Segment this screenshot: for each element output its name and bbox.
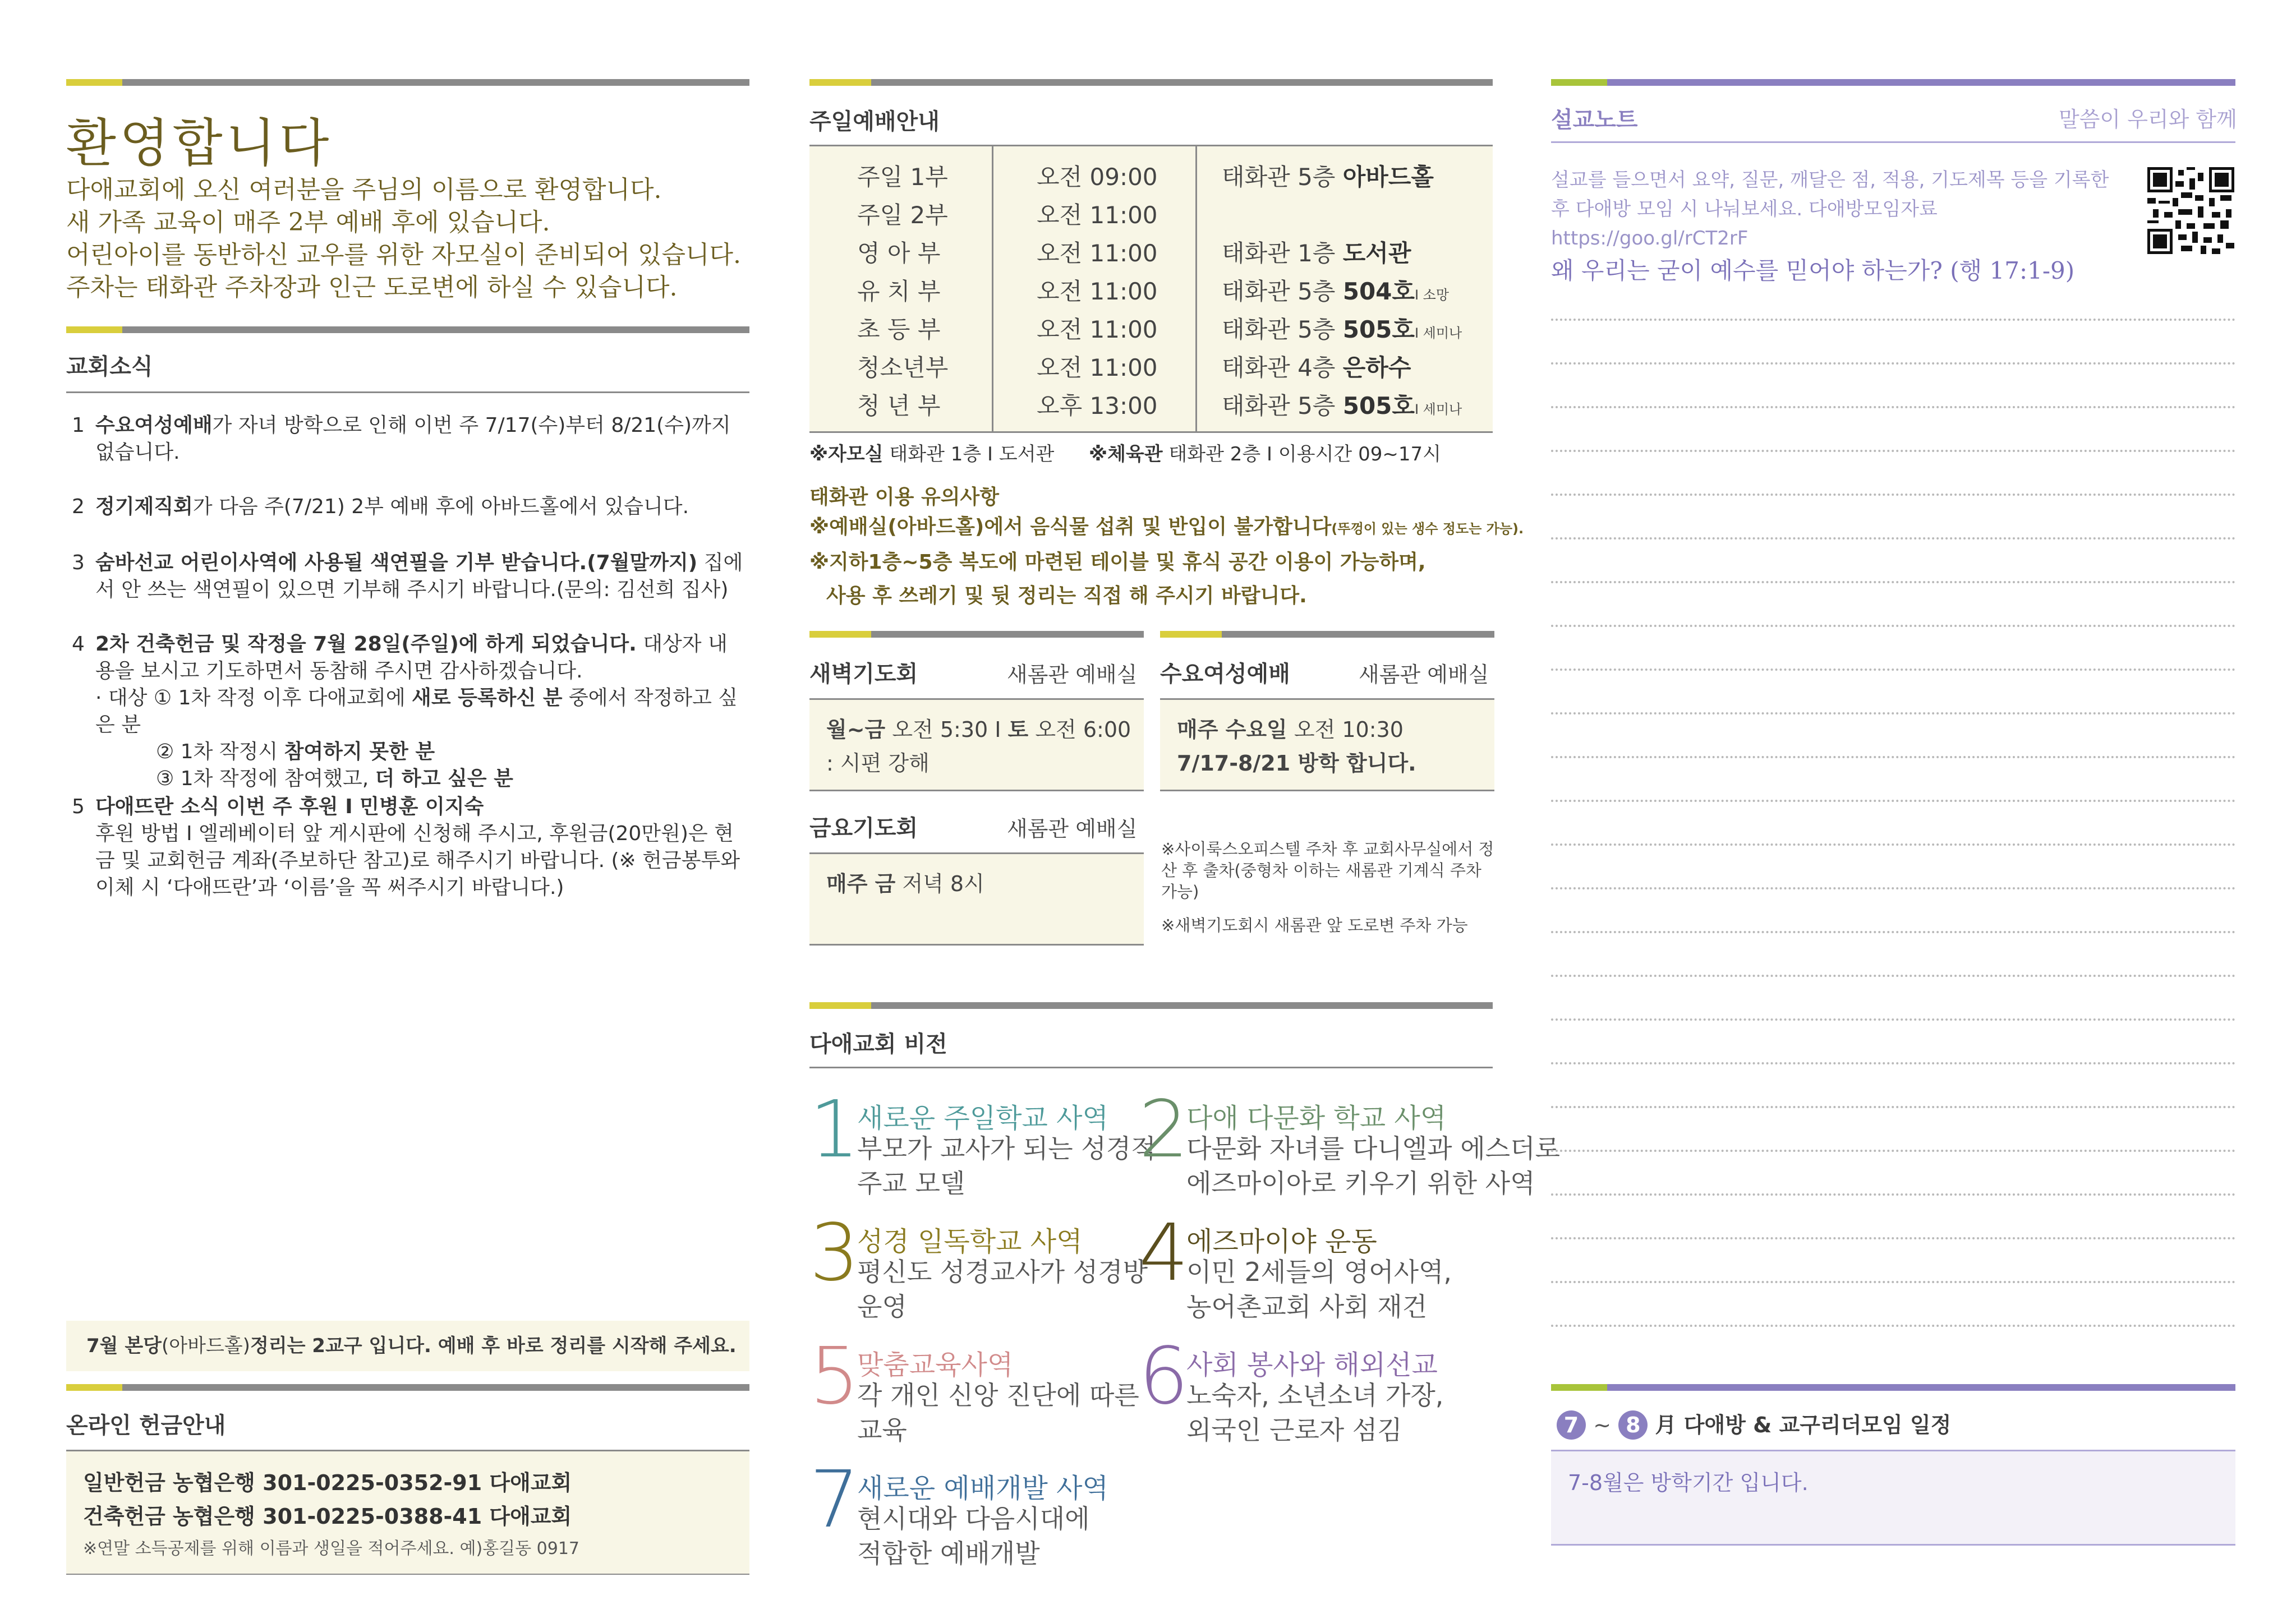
service-name: 영 아 부 xyxy=(857,239,941,267)
vision-item-body: 노숙자, 소년소녀 가장, 외국인 근로자 섬김 xyxy=(1186,1380,1444,1445)
vision-number: 6 xyxy=(1139,1331,1189,1422)
welcome-title: 환영합니다 xyxy=(66,113,333,173)
service-name: 유 치 부 xyxy=(857,278,941,305)
welcome-text xyxy=(66,174,741,304)
parking-notes: ※사이룩스오피스텔 주차 후 교회사무실에서 정산 후 출차(중형차 이하는 새롬관 기계식 주차 가능) ※새벽기도회시 새롬관 앞 도로변 주차 가능 xyxy=(1161,840,1494,935)
note-line xyxy=(1551,625,2235,627)
vision-item-body: 각 개인 신앙 진단에 따른 교육 xyxy=(857,1380,1139,1445)
note-line xyxy=(1551,931,2235,933)
note-line xyxy=(1551,887,2235,889)
dawn-title: 새벽기도회 xyxy=(809,661,918,687)
sermon-desc: 설교를 들으면서 요약, 질문, 깨달은 점, 적용, 기도제목 등을 기록한 후 다애방 모임 시 나눠보세요. 다애방모임자료 https://goo.gl/rCT2rF xyxy=(1551,169,2109,250)
dawn-place: 새롬관 예배실 xyxy=(1007,662,1138,687)
service-time: 오전 11:00 xyxy=(1037,278,1158,305)
news-item: 1 수요여성예배가 자녀 방학으로 인해 이번 주 7/17(수)부터 8/21(수)까지 없습니다. xyxy=(72,414,731,464)
news-item: 2 정기제직회가 다음 주(7/21) 2부 예배 후에 아바드홀에서 있습니다. xyxy=(72,495,689,518)
fri-place: 새롬관 예배실 xyxy=(1007,817,1138,841)
sunday-title: 주일예배안내 xyxy=(809,109,940,135)
taehwa-title: 태화관 이용 유의사항 xyxy=(809,486,1000,509)
vision-item-title: 새로운 예배개발 사역 xyxy=(857,1473,1108,1504)
service-place: 태화관 5층 505호I 세미나 xyxy=(1222,392,1462,419)
note-line xyxy=(1551,843,2235,846)
vision-number: 2 xyxy=(1139,1084,1189,1175)
welcome-line: 새 가족 교육이 매주 2부 예배 후에 있습니다. xyxy=(66,208,550,237)
note-line xyxy=(1551,406,2235,408)
note-line xyxy=(1551,1237,2235,1239)
vision-number: 7 xyxy=(809,1454,860,1546)
sermon-title: 설교노트 xyxy=(1551,107,1638,133)
vision-item-title: 에즈마이야 운동 xyxy=(1186,1226,1377,1257)
online-title: 온라인 헌금안내 xyxy=(66,1413,226,1438)
sunday-footnotes: ※자모실 태화관 1층 I 도서관 ※체육관 태화관 2층 I 이용시간 09~17시 xyxy=(809,443,1441,465)
vision-item-title: 다애 다문화 학교 사역 xyxy=(1186,1103,1447,1134)
wed-title: 수요여성예배 xyxy=(1160,661,1290,687)
qr-code-icon xyxy=(2147,167,2234,254)
service-place: 태화관 5층 505호I 세미나 xyxy=(1222,316,1462,343)
vision-item-title: 성경 일독학교 사역 xyxy=(857,1226,1083,1257)
sermon-tagline: 말씀이 우리와 함께 xyxy=(2059,107,2237,132)
welcome-line: 주차는 태화관 주차장과 인근 도로변에 하실 수 있습니다. xyxy=(66,273,678,302)
note-line xyxy=(1551,975,2235,977)
service-place: 태화관 5층 아바드홀 xyxy=(1222,163,1434,191)
service-place: 태화관 5층 504호I 소망 xyxy=(1222,278,1450,305)
service-time: 오전 11:00 xyxy=(1037,201,1158,229)
service-time: 오전 09:00 xyxy=(1037,163,1158,191)
news-title: 교회소식 xyxy=(66,354,153,380)
news-item: 3 숨바선교 어린이사역에 사용될 색연필을 기부 받습니다.(7월말까지) 집에서 안 쓰는 색연필이 있으면 기부해 주시기 바랍니다.(문의: 김선희 집사) xyxy=(72,551,743,601)
note-line xyxy=(1551,1018,2235,1021)
service-place: 태화관 4층 은하수 xyxy=(1222,354,1411,381)
note-line xyxy=(1551,800,2235,802)
service-time: 오전 11:00 xyxy=(1037,239,1158,267)
vision-number: 1 xyxy=(809,1084,860,1175)
wed-place: 새롬관 예배실 xyxy=(1359,662,1489,687)
taehwa-rules: ※예배실(아바드홀)에서 음식물 섭취 및 반입이 불가합니다(뚜껑이 있는 생수 정도는 가능). ※지하1층~5층 복도에 마련된 테이블 및 휴식 공간 이용이 가능하며, 사용 후 쓰레기 및 뒷 정리는 직접 해 주시기 바랍니다. xyxy=(809,515,1524,607)
schedule-month-badge: 7 xyxy=(1557,1410,1586,1440)
schedule-title: 7 ~ 8 月 다애방 & 교구리더모임 일정 xyxy=(1557,1408,1951,1440)
vision-number: 3 xyxy=(809,1207,860,1299)
online-building: 건축헌금 농협은행 301-0225-0388-41 다애교회 xyxy=(83,1504,572,1529)
welcome-line: 다애교회에 오신 여러분을 주님의 이름으로 환영합니다. xyxy=(66,176,662,204)
vision-number: 4 xyxy=(1139,1207,1189,1299)
wed-box: 매주 수요일 오전 10:30 7/17-8/21 방학 합니다. xyxy=(1160,700,1494,790)
fri-title: 금요기도회 xyxy=(809,815,918,841)
online-box xyxy=(66,1451,749,1574)
fri-box: 매주 금 저녁 8시 xyxy=(809,854,1144,944)
vision-item-body: 이민 2세들의 영어사역, 농어촌교회 사회 재건 xyxy=(1186,1257,1452,1322)
note-line xyxy=(1551,362,2235,365)
service-name: 초 등 부 xyxy=(857,316,941,343)
note-line xyxy=(1551,668,2235,671)
service-name: 주일 1부 xyxy=(857,163,948,191)
note-line xyxy=(1551,756,2235,758)
service-time: 오후 13:00 xyxy=(1037,392,1158,419)
dawn-box: 월~금 오전 5:30 I 토 오전 6:00 : 시편 강해 xyxy=(809,700,1144,790)
note-line xyxy=(1551,1106,2235,1108)
note-line xyxy=(1551,1062,2235,1064)
welcome-line: 어린아이를 동반하신 교우를 위한 자모실이 준비되어 있습니다. xyxy=(66,241,742,269)
service-name: 주일 2부 xyxy=(857,201,948,229)
vision-item-title: 사회 봉사와 해외선교 xyxy=(1186,1349,1438,1381)
news-item: 4 2차 건축헌금 및 작정을 7월 28일(주일)에 하게 되었습니다. 대상자 내용을 보시고 기도하면서 동참해 주시면 감사하겠습니다. · 대상 ① 1차 작정 이후 다애교회에 새로 등록하신 분 중에서 작정하고 싶은 분 ② 1차 작정시 참여하지 못한 분 ③ 1차 작정에 참여했고, 더 하고 싶은 분 xyxy=(72,633,738,790)
note-line xyxy=(1551,1150,2235,1152)
online-note: ※연말 소득공제를 위해 이름과 생일을 적어주세요. 예)홍길동 0917 xyxy=(83,1539,579,1559)
service-time: 오전 11:00 xyxy=(1037,316,1158,343)
note-line xyxy=(1551,537,2235,540)
online-general: 일반헌금 농협은행 301-0225-0352-91 다애교회 xyxy=(83,1470,572,1495)
note-line xyxy=(1551,712,2235,714)
note-line xyxy=(1551,1325,2235,1327)
schedule-box: 7-8월은 방학기간 입니다. xyxy=(1551,1451,2235,1544)
service-name: 청 년 부 xyxy=(857,392,941,419)
vision-item-title: 새로운 주일학교 사역 xyxy=(857,1103,1108,1134)
vision-item-body: 평신도 성경교사가 성경방 운영 xyxy=(857,1257,1148,1322)
note-line xyxy=(1551,319,2235,321)
service-place: 태화관 1층 도서관 xyxy=(1222,239,1411,267)
vision-item-body: 다문화 자녀를 다니엘과 에스더로 에즈마이아로 키우기 위한 사역 xyxy=(1186,1133,1560,1198)
vision-item-title: 맞춤교육사역 xyxy=(857,1349,1014,1381)
schedule-month-badge: 8 xyxy=(1618,1410,1648,1440)
note-line xyxy=(1551,450,2235,452)
cleanup-notice: 7월 본당(아바드홀)정리는 2교구 입니다. 예배 후 바로 정리를 시작해 주세요. xyxy=(66,1321,749,1371)
note-line xyxy=(1551,1193,2235,1196)
vision-item-body: 부모가 교사가 되는 성경적 주교 모델 xyxy=(857,1133,1156,1198)
news-item: 5 다애뜨란 소식 이번 주 후원 I 민병훈 이지숙 후원 방법 I 엘레베이터 앞 게시판에 신청해 주시고, 후원금(20만원)은 현금 및 교회헌금 계좌(주보하단 참고)로 해주시기 바랍니다. (※ 헌금봉투와 이체 시 ‘다애뜨란’과 ‘이름’을 꼭 써주시기 바랍니다.) xyxy=(72,795,740,899)
note-line xyxy=(1551,581,2235,583)
vision-title: 다애교회 비전 xyxy=(809,1031,947,1057)
note-line xyxy=(1551,1281,2235,1283)
vision-item-body: 현시대와 다음시대에 적합한 예배개발 xyxy=(857,1504,1090,1569)
note-line xyxy=(1551,494,2235,496)
service-name: 청소년부 xyxy=(857,354,949,381)
service-time: 오전 11:00 xyxy=(1037,354,1158,381)
sermon-question: 왜 우리는 굳이 예수를 믿어야 하는가? (행 17:1-9) xyxy=(1551,257,2075,284)
vision-number: 5 xyxy=(809,1331,860,1422)
